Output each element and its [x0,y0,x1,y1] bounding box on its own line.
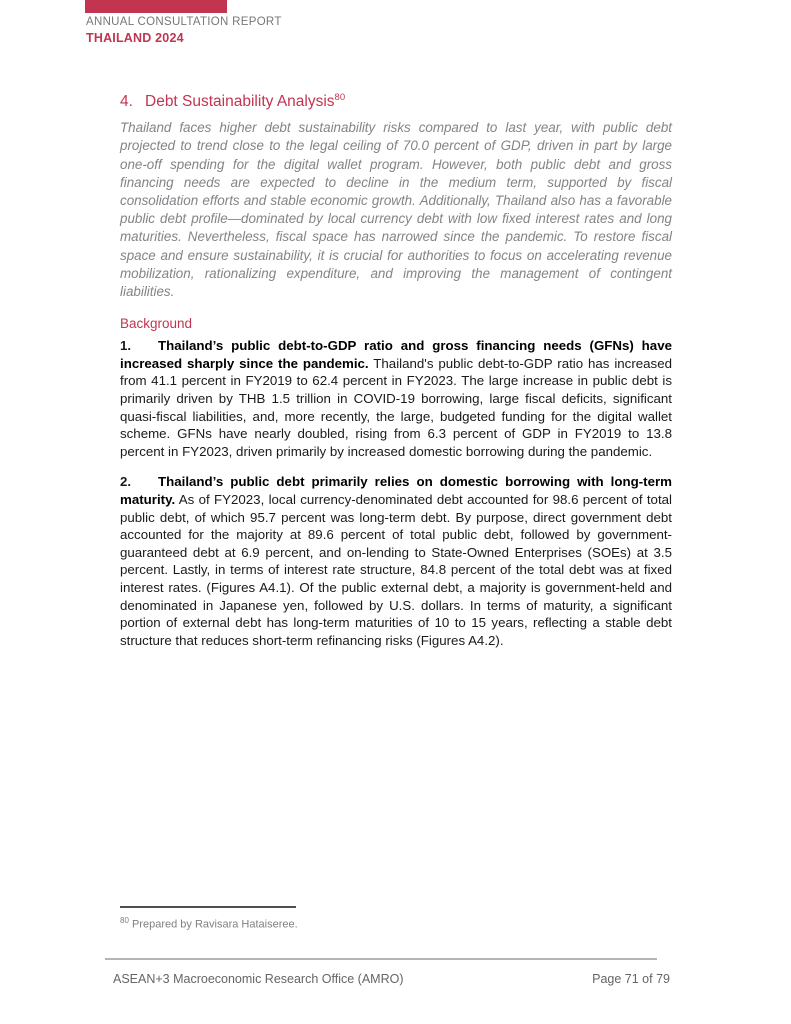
background-heading: Background [120,316,193,332]
footnote-reference: 80 [334,92,346,103]
footnote-marker: 80 [120,916,129,925]
footer-page-number: Page 71 of 79 [592,972,670,986]
paragraph-2-body: As of FY2023, local currency-denominated debt accounted for 98.6 percent of total public debt, of which 95.7 percent was long-term debt. By purpose, direct government debt accounted for the majority at 89.6 percent of total public debt, followed by government-guaranteed debt at 6.9 percent, and on-lending to State-Owned Enterprises (SOEs) at 3.5 percent. Lastly, in terms of interest rate structure, 84.8 percent of the total debt was at fixed interest rates. (Figures A4.1). Of the public external debt, a majority is government-held and denominated in Japanese yen, followed by U.S. dollars. In terms of maturity, a significant portion of external debt has long-term maturities of 10 to 15 years, reflecting a stable debt structure that reduces short-term refinancing risks (Figures A4.2). [120,491,672,648]
brand-bar [85,0,227,13]
paragraph-1 [120,337,672,460]
paragraph-1-lead: Thailand’s public debt-to-GDP ratio and gross financing needs (GFNs) have increased sharply since the pandemic. [120,338,672,371]
report-type-label: ANNUAL CONSULTATION REPORT [86,16,282,28]
section-number: 4. [120,93,133,111]
page-body [120,88,672,662]
page-footer [105,958,670,986]
footnote-rule [120,906,296,908]
paragraph-2-lead: Thailand’s public debt primarily relies on domestic borrowing with long-term maturity. [120,474,672,507]
paragraph-2 [120,473,672,649]
paragraph-2-number: 2. [120,474,132,490]
executive-summary: Thailand faces higher debt sustainability risks compared to last year, with public debt projected to trend close to the legal ceiling of 70.0 percent of GDP, driven in part by large one-off spending for the digital wallet program. However, both public debt and gross financing needs are expected to decline in the medium term, supported by fiscal consolidation efforts and stable economic growth. Additionally, Thailand also has a favorable public debt profile—dominated by local currency debt with low fixed interest rates and long maturities. Nevertheless, fiscal space has narrowed since the pandemic. To restore fiscal space and ensure sustainability, it is crucial for authorities to focus on accelerating revenue mobilization, rationalizing expenditure, and improving the management of contingent liabilities. [120,120,672,299]
footer-row [105,972,670,986]
footnote-text-line [120,914,672,932]
footer-organization: ASEAN+3 Macroeconomic Research Office (AMRO) [113,972,404,986]
country-year-label: THAILAND 2024 [86,31,184,45]
paragraph-1-number: 1. [120,338,132,354]
section-title [120,88,672,111]
footnote [120,906,672,932]
section-title-text: Debt Sustainability Analysis [145,93,335,111]
footer-divider [105,958,657,960]
paragraph-1-body: Thailand's public debt-to-GDP ratio has increased from 41.1 percent in FY2019 to 62.4 percent in FY2023. The large increase in public debt is primarily driven by THB 1.5 trillion in COVID-19 borrowing, large fiscal deficits, significant quasi-fiscal liabilities, and, more recently, the large, budgeted funding for the digital wallet scheme. GFNs have nearly doubled, rising from 6.3 percent of GDP in FY2019 to 13.8 percent in FY2023, driven primarily by increased domestic borrowing during the pandemic. [120,355,672,459]
footnote-text: Prepared by Ravisara Hataiseree. [131,918,298,931]
